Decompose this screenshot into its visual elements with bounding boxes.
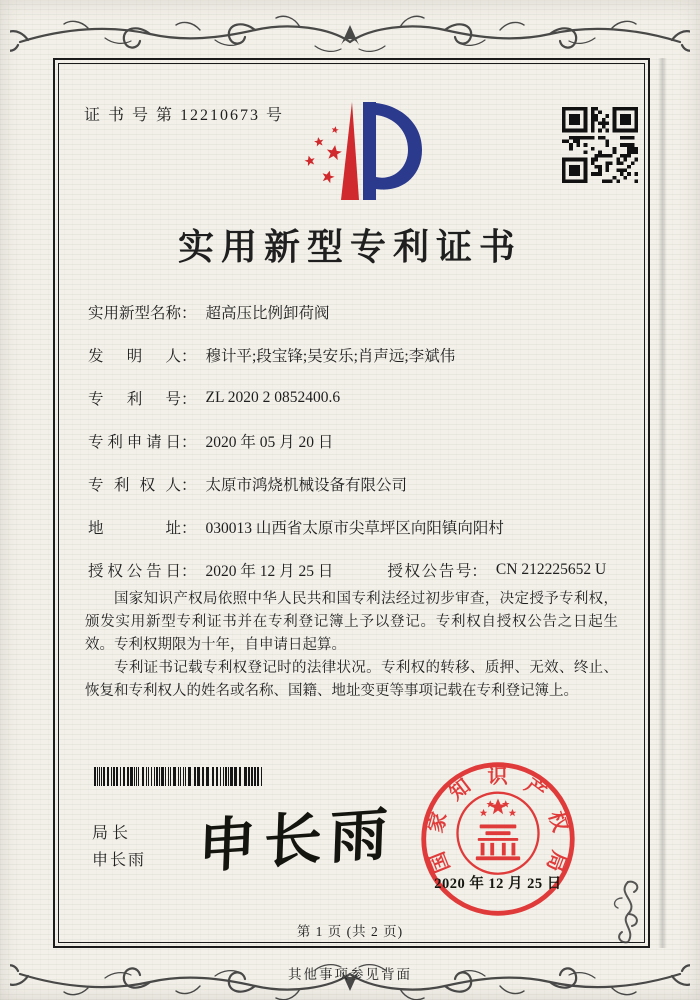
field-row xyxy=(88,505,648,548)
field-row xyxy=(88,419,648,462)
corner-flourish-icon xyxy=(604,880,652,944)
field-colon: ： xyxy=(181,562,197,580)
field-label: 地址 xyxy=(88,519,181,537)
legal-text-block xyxy=(85,588,618,703)
field-row xyxy=(88,548,648,591)
field-colon: ： xyxy=(181,304,197,322)
field-label: 授权公告号 xyxy=(387,562,472,580)
field-colon: ： xyxy=(181,519,197,537)
field-row xyxy=(88,290,648,333)
field-colon: ： xyxy=(181,347,197,365)
field-label: 专利权人 xyxy=(88,476,181,494)
field-row xyxy=(88,462,648,505)
qr-code-icon xyxy=(562,107,638,183)
field-value: 穆计平;段宝锋;吴安乐;肖声远;李斌伟 xyxy=(205,347,456,365)
field-label: 实用新型名称 xyxy=(88,304,182,322)
field-row xyxy=(88,333,648,376)
national-emblem-icon xyxy=(457,793,538,874)
field-value: ZL 2020 2 0852400.6 xyxy=(205,388,341,406)
field-label: 专利号 xyxy=(88,390,181,408)
field-value: 太原市鸿烧机械设备有限公司 xyxy=(205,476,408,494)
director-signature: 申长雨 xyxy=(196,800,397,881)
scan-shadow xyxy=(658,58,667,948)
field-value: 2020 年 05 月 20 日 xyxy=(205,433,334,451)
certificate-title: 实用新型专利证书 xyxy=(177,227,522,267)
field-label: 授权公告日 xyxy=(88,562,181,580)
fields-block xyxy=(88,290,648,591)
field-value: 2020 年 12 月 25 日 xyxy=(205,562,334,580)
field-colon: ： xyxy=(471,562,487,580)
legal-paragraph: 专利证书记载专利权登记时的法律状况。专利权的转移、质押、无效、终止、恢复和专利权人的姓名或名称、国籍、地址变更等事项记载在专利登记簿上。 xyxy=(85,660,618,699)
legal-paragraph: 国家知识产权局依照中华人民共和国专利法经过初步审查，决定授予专利权，颁发实用新型专利证书并在专利登记簿上予以登记。专利权自授权公告之日起生效。专利权期限为十年，自申请日起算。 xyxy=(85,591,618,653)
seal-date: 2020 年 12 月 25 日 xyxy=(434,876,562,892)
field-value: 超高压比例卸荷阀 xyxy=(205,304,330,322)
seal-ring-text: 国家知识产权局 xyxy=(424,765,571,876)
page-number: 第 1 页 (共 2 页) xyxy=(296,924,404,939)
flourish-top-ornament-icon xyxy=(10,12,690,60)
field-colon: ： xyxy=(181,433,197,451)
field-colon: ： xyxy=(181,476,197,494)
back-note: 其他事项参见背面 xyxy=(288,967,412,982)
field-value: 030013 山西省太原市尖草坪区向阳镇向阳村 xyxy=(205,519,504,537)
director-title: 局长 xyxy=(92,825,133,842)
official-seal-icon xyxy=(416,757,580,921)
field-label: 专利申请日 xyxy=(88,433,181,451)
certificate-number: 证 书 号 第 12210673 号 xyxy=(84,107,285,124)
cnipa-logo-icon xyxy=(288,100,433,206)
barcode-icon xyxy=(92,767,268,786)
director-name: 申长雨 xyxy=(92,852,147,869)
field-colon: ： xyxy=(181,390,197,408)
field-row xyxy=(88,376,648,419)
field-value: CN 212225652 U xyxy=(495,560,607,578)
field-label: 发明人 xyxy=(88,347,181,365)
